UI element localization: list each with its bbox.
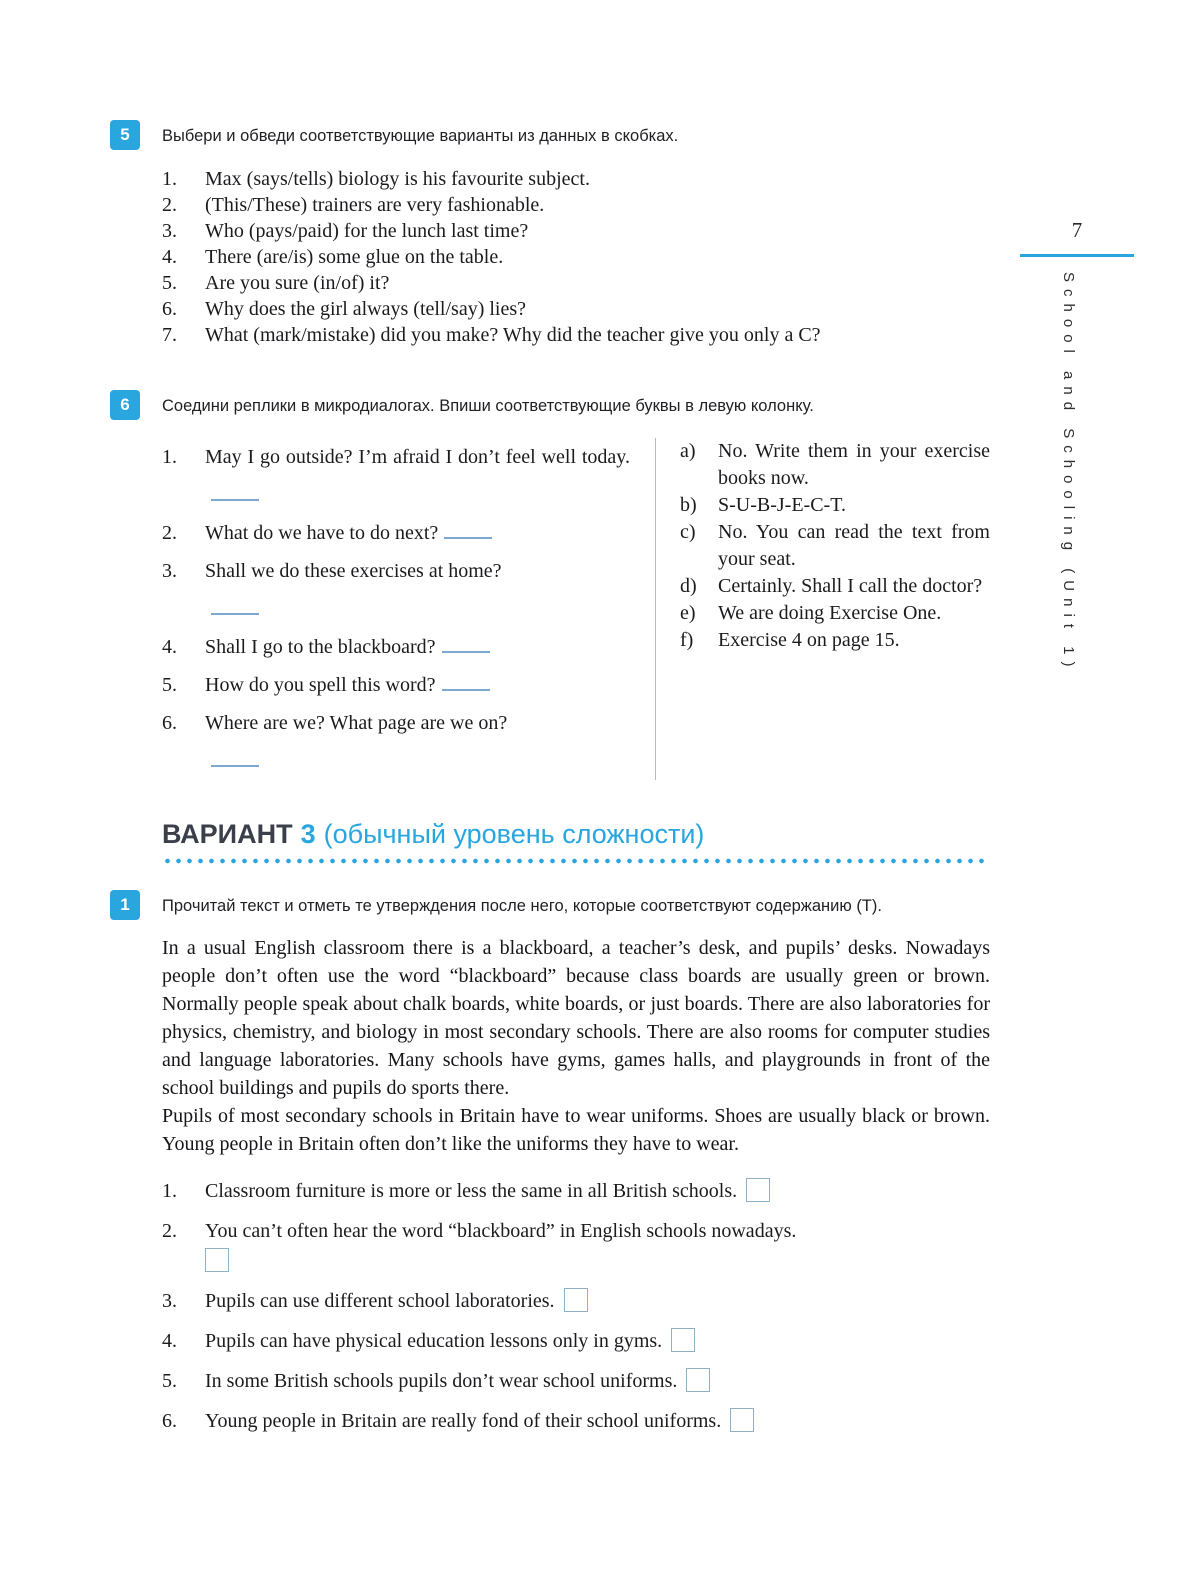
answer-letter: b) — [680, 494, 697, 516]
variant-subtitle: (обычный уровень сложности) — [323, 819, 705, 849]
item-number: 6. — [162, 298, 177, 320]
item-text: How do you spell this word? — [205, 674, 436, 696]
dialog-answer — [680, 573, 990, 600]
item-number: 4. — [162, 246, 177, 268]
exercise-5-badge: 5 — [110, 120, 140, 150]
statement-row — [162, 1286, 990, 1316]
statement-text: In some British schools pupils don’t wear school uniforms. — [205, 1370, 678, 1392]
item-text: May I go outside? I’m afraid I don’t feel well today. — [205, 446, 630, 468]
item-number: 7. — [162, 324, 177, 346]
item-number: 5. — [162, 272, 177, 294]
answer-blank[interactable] — [442, 639, 490, 653]
answer-text: We are doing Exercise One. — [718, 602, 942, 624]
item-text: (This/These) trainers are very fashionable. — [205, 194, 545, 216]
answer-blank[interactable] — [211, 601, 259, 615]
item-number: 1. — [162, 1180, 177, 1202]
item-number: 1. — [162, 168, 177, 190]
statement-checkbox[interactable] — [564, 1288, 588, 1312]
variant-title: ВАРИАНТ — [162, 819, 293, 849]
statement-checkbox[interactable] — [205, 1248, 229, 1272]
statement-text: Pupils can have physical education lessons only in gyms. — [205, 1330, 663, 1352]
page-content — [110, 120, 990, 1446]
item-number: 3. — [162, 560, 177, 582]
exercise-6 — [110, 390, 990, 780]
answer-text: No. Write them in your exercise books now. — [718, 440, 990, 489]
item-number: 1. — [162, 446, 177, 468]
dialog-question — [162, 666, 630, 704]
answer-letter: d) — [680, 575, 697, 597]
item-number: 2. — [162, 194, 177, 216]
item-number: 4. — [162, 636, 177, 658]
answer-text: Exercise 4 on page 15. — [718, 629, 900, 651]
sidebar-title: School and Schooling (Unit 1) — [1060, 272, 1077, 674]
answer-blank[interactable] — [442, 677, 490, 691]
dialog-question — [162, 514, 630, 552]
dialog-answers-column — [655, 438, 990, 780]
item-number: 3. — [162, 1290, 177, 1312]
answer-letter: c) — [680, 521, 696, 543]
statement-row — [162, 1176, 990, 1206]
item-number: 2. — [162, 522, 177, 544]
reading-paragraph: In a usual English classroom there is a blackboard, a teacher’s desk, and pupils’ desks. Nowadays people don’t often use the word “blackboard” because class boards are usually green or brown. Normally people speak about chalk boards, white boards, or just boards. There are also laboratories for physics, chemistry, and biology in most secondary schools. There are also rooms for computer studies and language laboratories. Many schools have gyms, games halls, and playgrounds in front of the school buildings and pupils do sports there. — [162, 937, 990, 1099]
dialog-question — [162, 704, 630, 780]
answer-blank[interactable] — [211, 753, 259, 767]
list-item — [162, 218, 990, 244]
statement-row — [162, 1366, 990, 1396]
dialog-question — [162, 552, 630, 628]
statement-checkbox[interactable] — [746, 1178, 770, 1202]
item-number: 4. — [162, 1330, 177, 1352]
statement-checkbox[interactable] — [671, 1328, 695, 1352]
item-text: What do we have to do next? — [205, 522, 439, 544]
statement-checkbox[interactable] — [730, 1408, 754, 1432]
statement-text: Pupils can use different school laboratories. — [205, 1290, 555, 1312]
statement-text: Classroom furniture is more or less the same in all British schools. — [205, 1180, 738, 1202]
statement-text: You can’t often hear the word “blackboard” in English schools nowadays. — [205, 1220, 797, 1242]
dialog-questions-column — [162, 438, 630, 780]
list-item — [162, 322, 990, 348]
item-text: Max (says/tells) biology is his favourite subject. — [205, 168, 590, 190]
exercise-1-badge: 1 — [110, 890, 140, 920]
item-text: Why does the girl always (tell/say) lies? — [205, 298, 527, 320]
dialog-answer — [680, 438, 990, 492]
dialog-question — [162, 438, 630, 514]
item-number: 5. — [162, 1370, 177, 1392]
reading-text — [162, 934, 990, 1158]
dialog-answer — [680, 492, 990, 519]
answer-text: Certainly. Shall I call the doctor? — [718, 575, 983, 597]
exercise-1-instruction: Прочитай текст и отметь те утверждения после него, которые соответствуют содержанию (T). — [162, 897, 882, 915]
statements-list — [162, 1176, 990, 1436]
list-item — [162, 296, 990, 322]
page-number: 7 — [1071, 218, 1083, 242]
item-number: 3. — [162, 220, 177, 242]
item-number: 6. — [162, 1410, 177, 1432]
answer-text: S-U-B-J-E-C-T. — [718, 494, 846, 516]
item-text: Are you sure (in/of) it? — [205, 272, 390, 294]
dialog-answer — [680, 600, 990, 627]
statement-text: Young people in Britain are really fond of their school uniforms. — [205, 1410, 722, 1432]
variant-number: 3 — [300, 819, 316, 849]
statement-row — [162, 1326, 990, 1356]
dialog-question — [162, 628, 630, 666]
statement-row — [162, 1406, 990, 1436]
reading-paragraph: Pupils of most secondary schools in Britain have to wear uniforms. Shoes are usually black or brown. Young people in Britain often don’t like the uniforms they have to wear. — [162, 1105, 990, 1155]
item-text: Shall I go to the blackboard? — [205, 636, 436, 658]
item-text: What (mark/mistake) did you make? Why did the teacher give you only a C? — [205, 324, 821, 346]
item-number: 5. — [162, 674, 177, 696]
sidebar-rule — [1020, 254, 1134, 257]
answer-letter: f) — [680, 629, 694, 651]
item-text: There (are/is) some glue on the table. — [205, 246, 504, 268]
dialog-answer — [680, 627, 990, 654]
dotted-divider — [162, 858, 990, 864]
dialog-answer — [680, 519, 990, 573]
list-item — [162, 166, 990, 192]
list-item — [162, 192, 990, 218]
answer-letter: a) — [680, 440, 696, 462]
exercise-1 — [110, 890, 990, 1436]
exercise-6-badge: 6 — [110, 390, 140, 420]
exercise-6-instruction: Соедини реплики в микродиалогах. Впиши соответствующие буквы в левую колонку. — [162, 397, 814, 415]
exercise-5-instruction: Выбери и обведи соответствующие варианты из данных в скобках. — [162, 127, 679, 145]
statement-checkbox[interactable] — [686, 1368, 710, 1392]
answer-letter: e) — [680, 602, 696, 624]
list-item — [162, 244, 990, 270]
variant-heading — [162, 818, 990, 850]
item-number: 2. — [162, 1220, 177, 1242]
item-text: Who (pays/paid) for the lunch last time? — [205, 220, 529, 242]
item-text: Shall we do these exercises at home? — [205, 560, 502, 582]
statement-row — [162, 1216, 990, 1276]
answer-text: No. You can read the text from your seat. — [718, 521, 990, 570]
list-item — [162, 270, 990, 296]
item-number: 6. — [162, 712, 177, 734]
exercise-5 — [110, 120, 990, 348]
answer-blank[interactable] — [444, 525, 492, 539]
item-text: Where are we? What page are we on? — [205, 712, 508, 734]
answer-blank[interactable] — [211, 487, 259, 501]
